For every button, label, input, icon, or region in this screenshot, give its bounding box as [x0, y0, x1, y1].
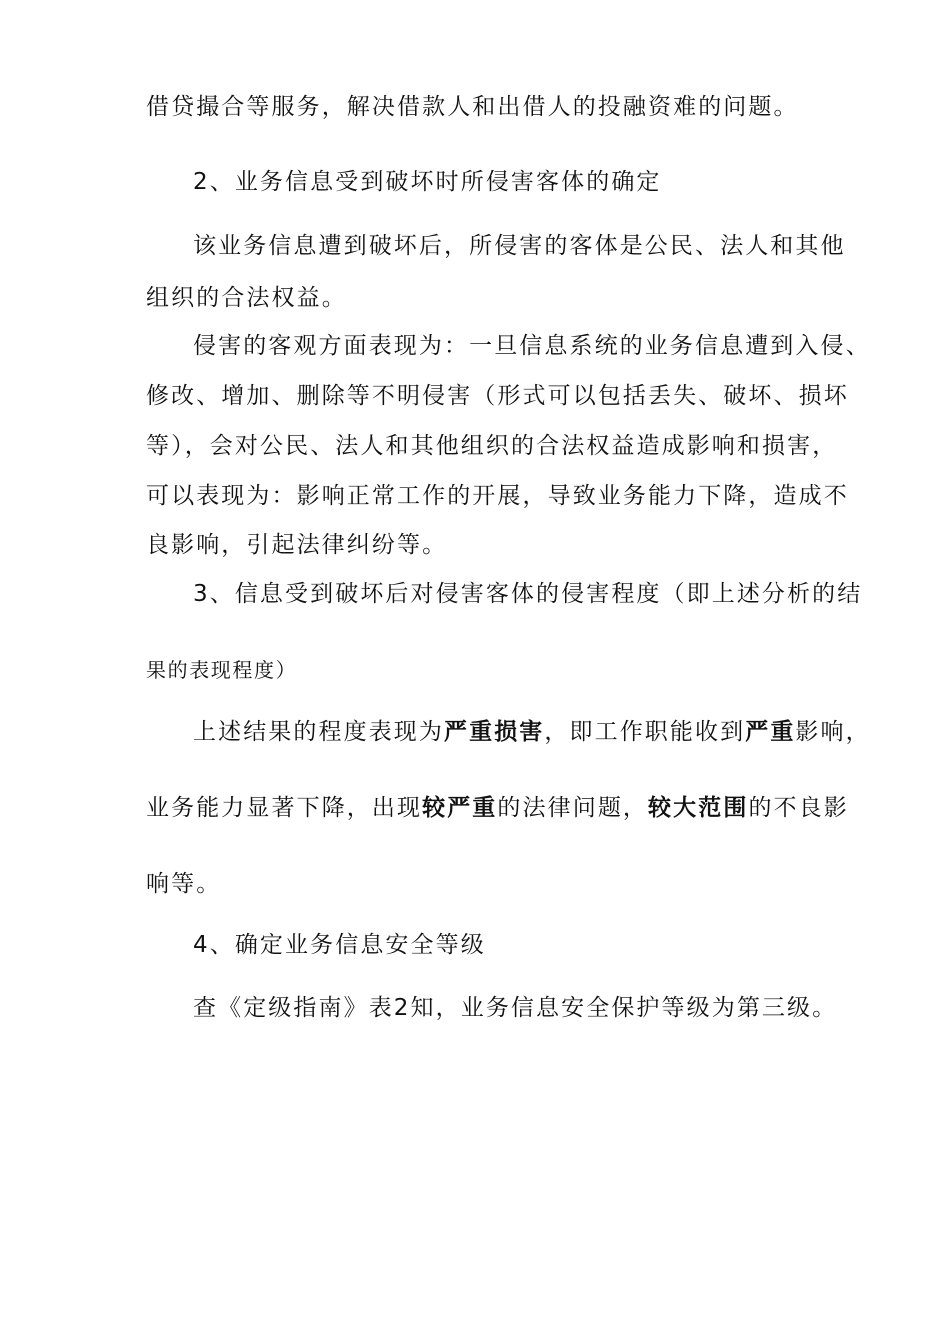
- section-heading-2: 2、业务信息受到破坏时所侵害客体的确定: [193, 169, 662, 195]
- text-run: 的不良影: [748, 795, 849, 821]
- text-run: 上述结果的程度表现为: [193, 719, 444, 745]
- paragraph-line: 侵害的客观方面表现为：一旦信息系统的业务信息遭到入侵、: [193, 333, 871, 359]
- paragraph-line: 可以表现为：影响正常工作的开展，导致业务能力下降，造成不: [146, 483, 849, 509]
- bold-text: 较大范围: [648, 795, 749, 821]
- text-run: ，即工作职能收到: [544, 719, 746, 745]
- section-heading-4: 4、确定业务信息安全等级: [193, 932, 486, 958]
- paragraph-line: 修改、增加、删除等不明侵害（形式可以包括丢失、破坏、损坏: [146, 383, 849, 409]
- paragraph-line: 等），会对公民、法人和其他组织的合法权益造成影响和损害，: [146, 433, 838, 459]
- bold-text: 严重: [745, 719, 796, 745]
- paragraph-line: 良影响，引起法律纠纷等。: [146, 532, 448, 558]
- paragraph-line: 组织的合法权益。: [146, 285, 347, 311]
- heading-text: 3、信息受到破坏后对侵害客体的侵害程度（即上述分析的结: [193, 581, 863, 607]
- paragraph-line: [146, 793, 849, 823]
- paragraph-line: [193, 717, 871, 747]
- paragraph-line: 该业务信息遭到破坏后，所侵害的客体是公民、法人和其他: [193, 233, 846, 259]
- bold-text: 较严重: [422, 795, 498, 821]
- section-heading-3: [193, 579, 862, 609]
- text-run: 影响，: [795, 719, 871, 745]
- paragraph-line: 借贷撮合等服务，解决借款人和出借人的投融资难的问题。: [146, 94, 799, 120]
- section-heading-3-continuation: 果的表现程度）: [146, 658, 298, 682]
- paragraph-line: 响等。: [146, 871, 222, 897]
- bold-text: 严重损害: [444, 719, 545, 745]
- paragraph-line: 查《定级指南》表2知，业务信息安全保护等级为第三级。: [193, 995, 838, 1021]
- text-run: 业务能力显著下降，出现: [146, 795, 423, 821]
- text-run: 的法律问题，: [497, 795, 649, 821]
